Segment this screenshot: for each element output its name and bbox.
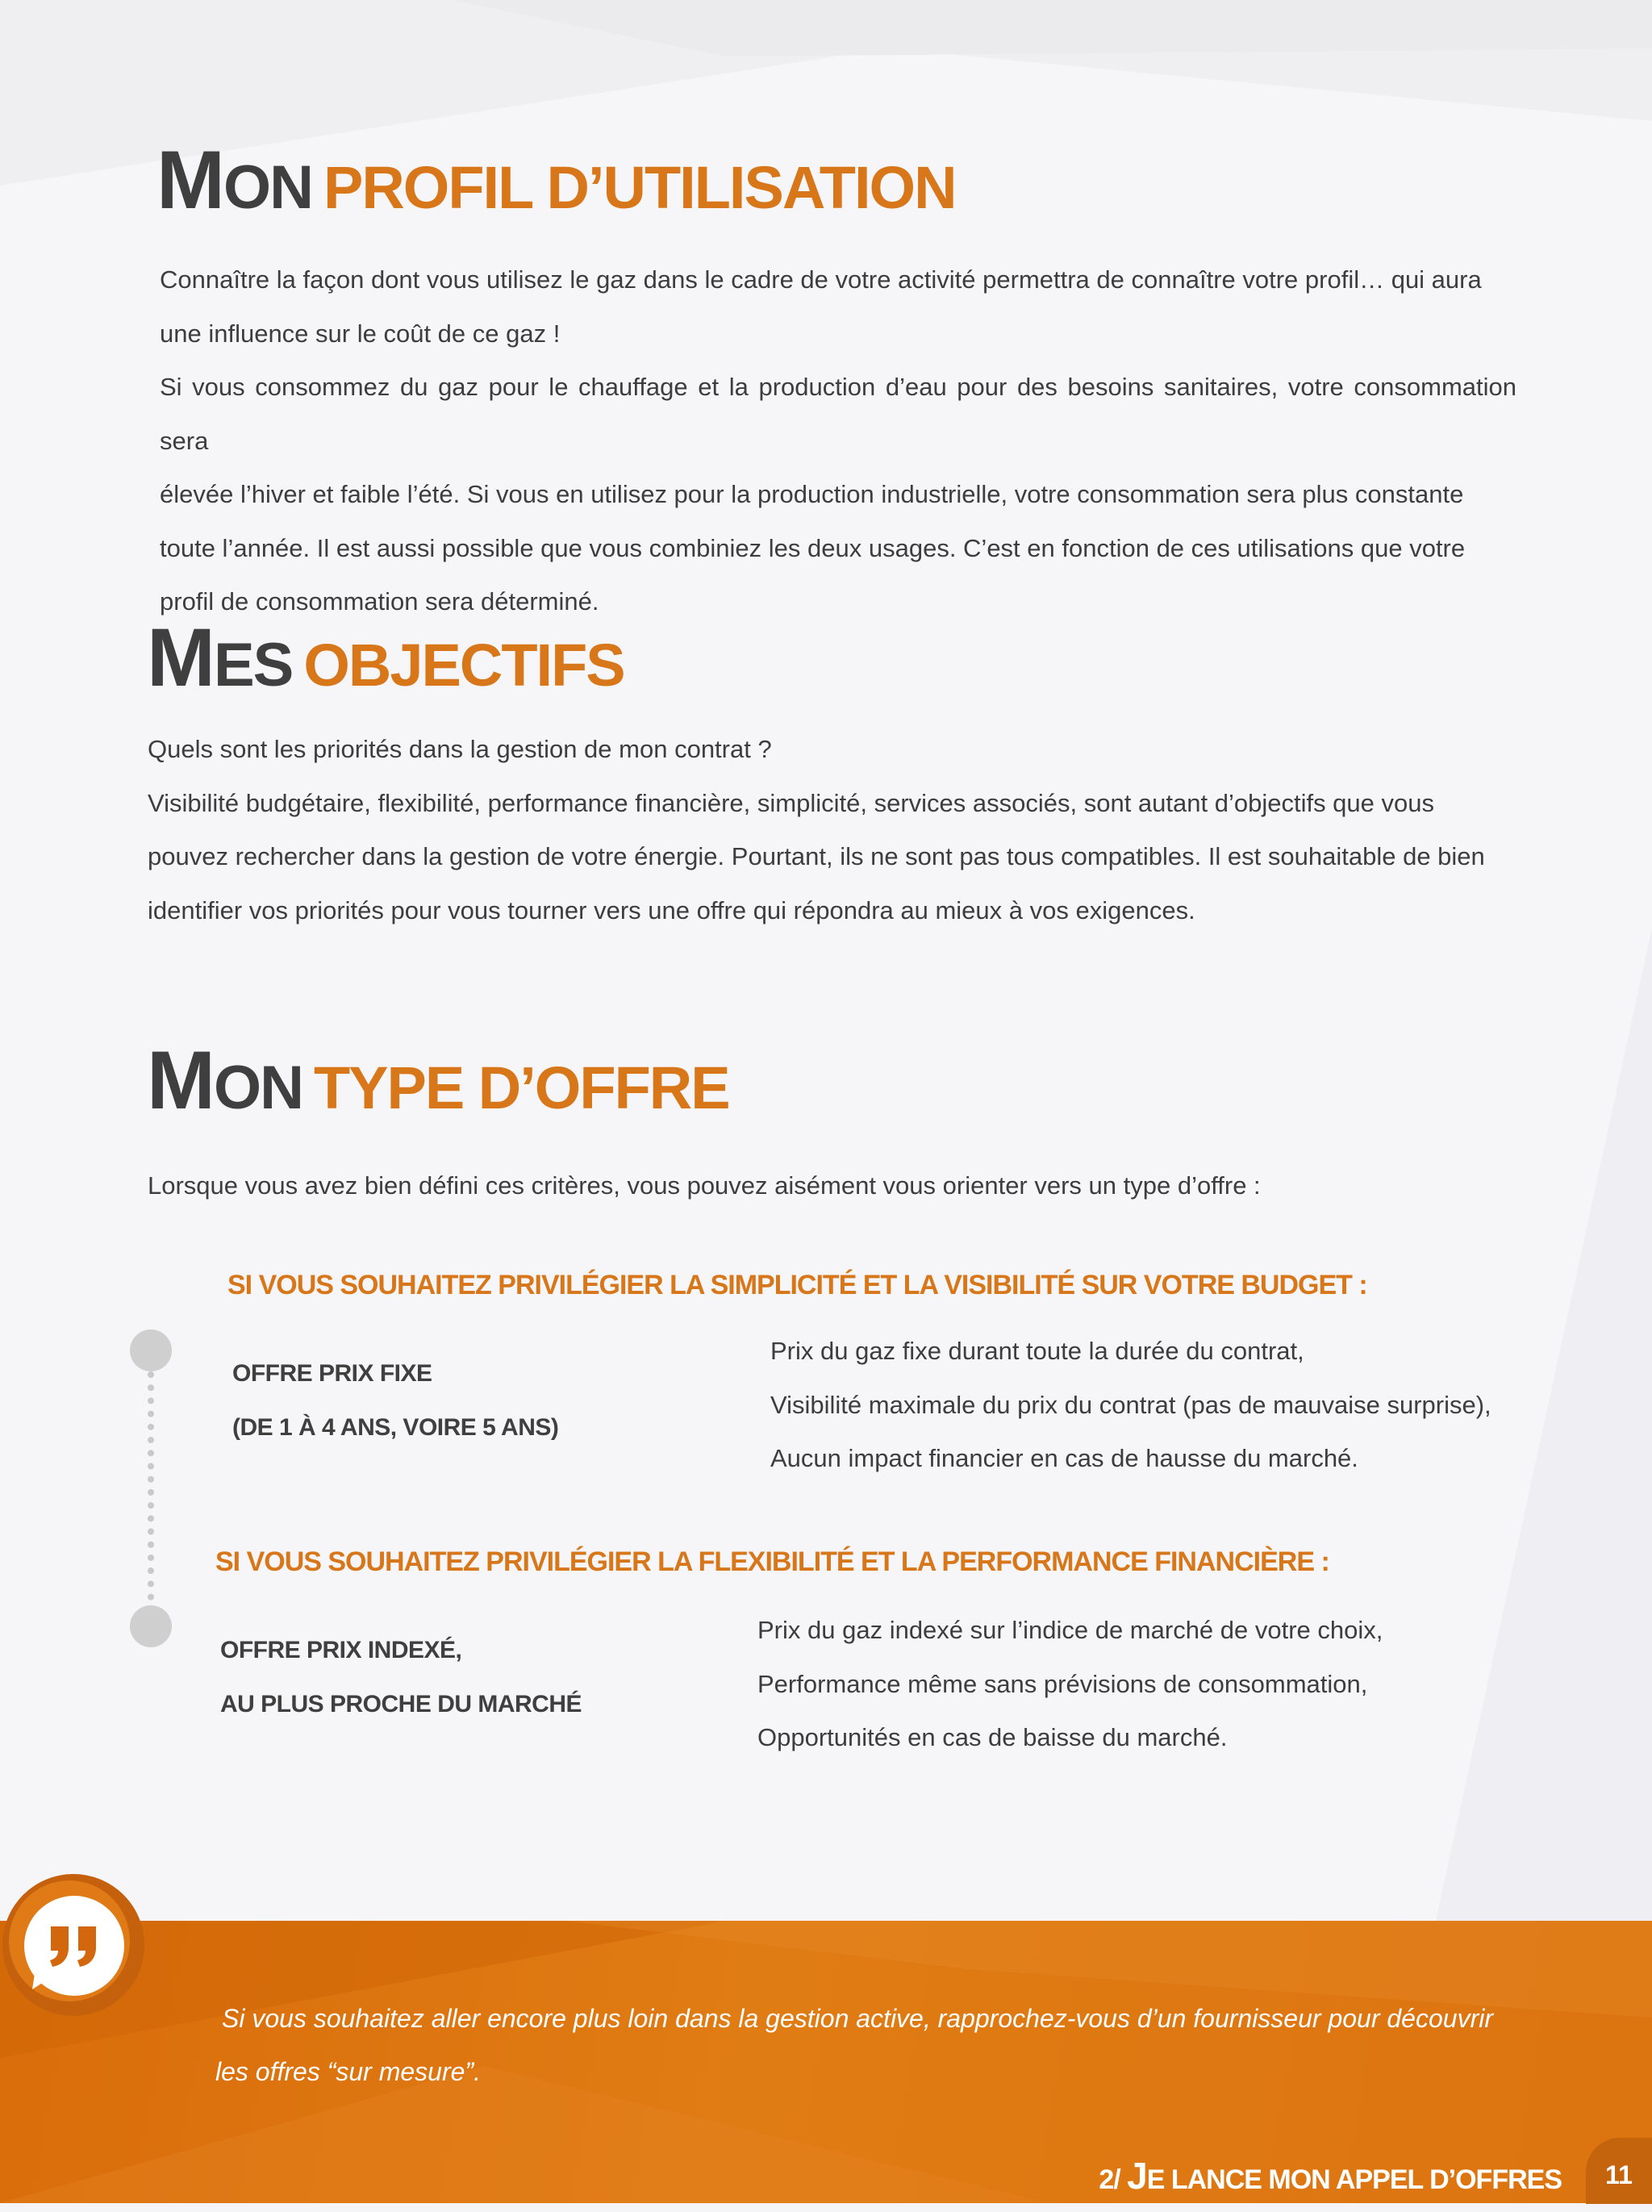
profil-title: MON PROFIL D’UTILISATION bbox=[156, 134, 956, 226]
page-number: 11 bbox=[1586, 2138, 1652, 2204]
timeline-dot-1 bbox=[130, 1329, 172, 1371]
option-indexe-name: OFFRE PRIX INDEXÉ, AU PLUS PROCHE DU MARCHÉ bbox=[220, 1637, 582, 1717]
option-fixe-name: OFFRE PRIX FIXE (DE 1 À 4 ANS, VOIRE 5 ANS) bbox=[232, 1360, 559, 1441]
option-indexe-heading: SI VOUS SOUHAITEZ PRIVILÉGIER LA FLEXIBILITÉ ET LA PERFORMANCE FINANCIÈRE : bbox=[215, 1546, 1329, 1577]
offre-title: MON TYPE D’OFFRE bbox=[147, 1034, 729, 1126]
banner-quote: Si vous souhaitez aller encore plus loin dans la gestion active, rapprochez-vous d’un fournisseur pour découvrir les offres “sur mesure”. bbox=[215, 2004, 1493, 2086]
profil-paragraph: Connaître la façon dont vous utilisez le gaz dans le cadre de votre activité permettra de connaître votre profil… qui aura une influence sur le coût de ce gaz ! Si vous consommez du gaz pour le chauffage et la production d’eau pour des besoins sanitaires, votre consommation sera élevée l’hiver et faible l’été. Si vous en utilisez pour la production industrielle, votre consommation sera plus constante toute l’année. Il est aussi possible que vous combiniez les deux usages. C’est en fonction de ces utilisations que votre profil de consommation sera déterminé. bbox=[160, 265, 1516, 616]
timeline-dot-2 bbox=[130, 1605, 172, 1647]
option-fixe-heading: SI VOUS SOUHAITEZ PRIVILÉGIER LA SIMPLICITÉ ET LA VISIBILITÉ SUR VOTRE BUDGET : bbox=[227, 1270, 1367, 1300]
option-fixe-points: Prix du gaz fixe durant toute la durée du contrat, Visibilité maximale du prix du contrat (pas de mauvaise surprise), Aucun impact financier en cas de hausse du marché. bbox=[770, 1337, 1491, 1472]
offre-intro: Lorsque vous avez bien défini ces critères, vous pouvez aisément vous orienter vers un type d’offre : bbox=[148, 1171, 1261, 1200]
chapter-title: 2/ JE LANCE MON APPEL D’OFFRES bbox=[1099, 2155, 1562, 2197]
option-indexe-points: Prix du gaz indexé sur l’indice de marché de votre choix, Performance même sans prévisions de consommation, Opportunités en cas de baisse du marché. bbox=[757, 1616, 1383, 1751]
objectifs-paragraph: Quels sont les priorités dans la gestion de mon contrat ? Visibilité budgétaire, flexibilité, performance financière, simplicité, services associés, sont autant d’objectifs que vous pouvez rechercher dans la gestion de votre énergie. Pourtant, ils ne sont pas tous compatibles. Il est souhaitable de bien identifier vos priorités pour vous tourner vers une offre qui répondra au mieux à vos exigences. bbox=[148, 735, 1485, 924]
timeline-connector bbox=[148, 1371, 154, 1613]
objectifs-title: MES OBJECTIFS bbox=[147, 611, 624, 703]
quote-icon bbox=[0, 1872, 147, 2018]
